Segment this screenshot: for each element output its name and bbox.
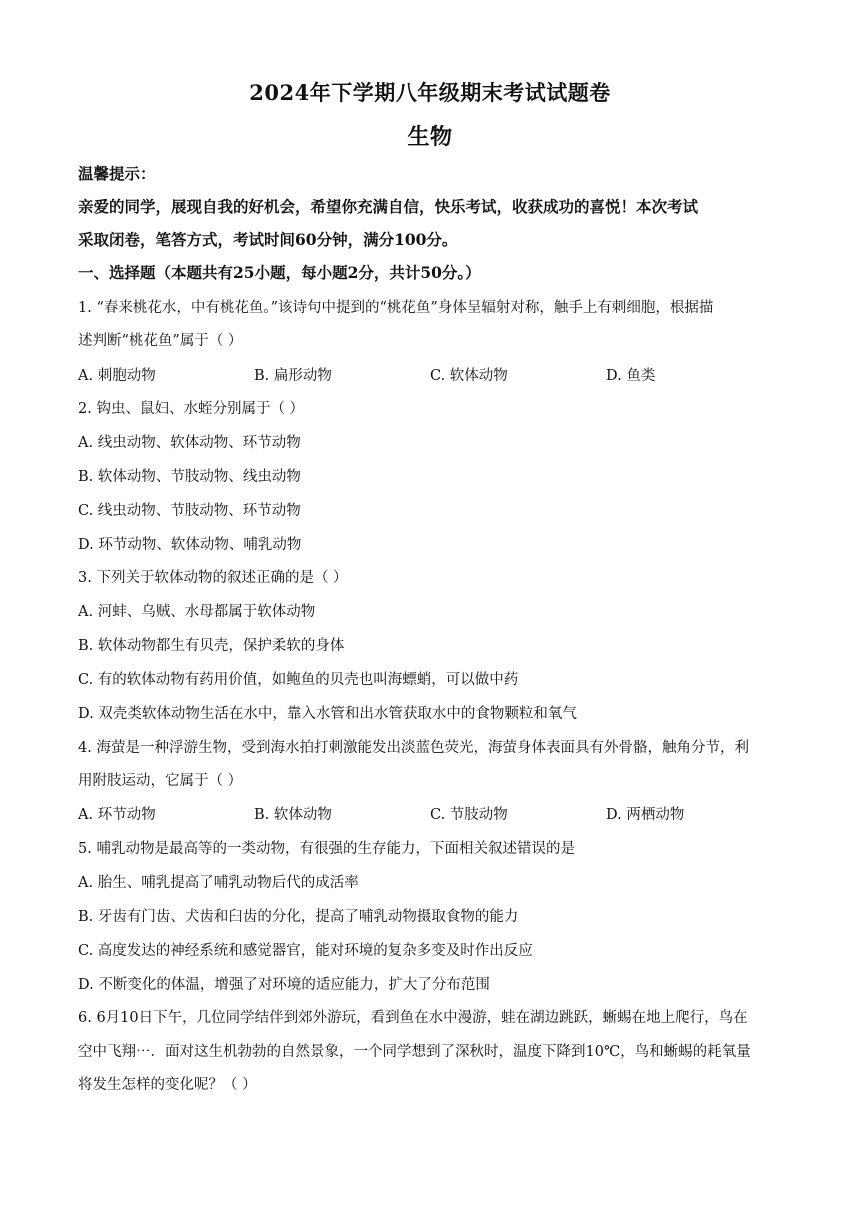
q4-option-b[interactable]: B. 软体动物 bbox=[254, 807, 332, 823]
q6-stem-line-1: 6. 6月10日下午，几位同学结伴到郊外游玩，看到鱼在水中漫游，蛙在湖边跳跃，蜥蜴在地上爬行，鸟在 bbox=[78, 1010, 748, 1026]
q3-option-c[interactable]: C. 有的软体动物有药用价值，如鲍鱼的贝壳也叫海螵蛸，可以做中药 bbox=[78, 672, 519, 688]
q3-stem: 3. 下列关于软体动物的叙述正确的是（ ） bbox=[78, 570, 348, 586]
q6-stem-line-2: 空中飞翔⋯．面对这生机勃勃的自然景象，一个同学想到了深秋时，温度下降到10℃，鸟和蜥蜴的耗氧量 bbox=[78, 1044, 751, 1060]
q5-option-d[interactable]: D. 不断变化的体温，增强了对环境的适应能力，扩大了分布范围 bbox=[78, 977, 490, 993]
section-heading: 一、选择题（本题共有25小题，每小题2分，共计50分。） bbox=[78, 263, 481, 282]
tips-label: 温馨提示： bbox=[78, 164, 156, 183]
q5-option-c[interactable]: C. 高度发达的神经系统和感觉器官，能对环境的复杂多变及时作出反应 bbox=[78, 943, 533, 959]
q3-option-b[interactable]: B. 软体动物都生有贝壳，保护柔软的身体 bbox=[78, 638, 345, 654]
q2-option-c[interactable]: C. 线虫动物、节肢动物、环节动物 bbox=[78, 503, 301, 519]
q1-stem-line-1: 1. “春来桃花水，中有桃花鱼。”该诗句中提到的“桃花鱼”身体呈辐射对称，触手上有刺细胞，根据描 bbox=[78, 300, 714, 316]
tips-line-2: 采取闭卷，笔答方式，考试时间60分钟，满分100分。 bbox=[78, 230, 458, 249]
q5-option-b[interactable]: B. 牙齿有门齿、犬齿和臼齿的分化，提高了哺乳动物摄取食物的能力 bbox=[78, 909, 519, 925]
q3-option-a[interactable]: A. 河蚌、乌贼、水母都属于软体动物 bbox=[78, 604, 316, 620]
tips-line-1: 亲爱的同学，展现自我的好机会，希望你充满自信，快乐考试，收获成功的喜悦！本次考试 bbox=[78, 197, 699, 216]
q1-stem-line-2: 述判断“桃花鱼”属于（ ） bbox=[78, 333, 243, 349]
q5-option-a[interactable]: A. 胎生、哺乳提高了哺乳动物后代的成活率 bbox=[78, 875, 359, 891]
q6-stem-line-3: 将发生怎样的变化呢？（ ） bbox=[78, 1077, 257, 1093]
q2-stem: 2. 钩虫、鼠妇、水蛭分别属于（ ） bbox=[78, 401, 305, 417]
q1-option-a[interactable]: A. 刺胞动物 bbox=[78, 368, 156, 384]
q4-option-a[interactable]: A. 环节动物 bbox=[78, 807, 156, 823]
exam-title: 2024年下学期八年级期末考试试题卷 bbox=[249, 80, 611, 105]
q4-stem-line-1: 4. 海萤是一种浮游生物，受到海水拍打刺激能发出淡蓝色荧光，海萤身体表面具有外骨骼，触角分节，利 bbox=[78, 740, 749, 756]
q1-option-c[interactable]: C. 软体动物 bbox=[430, 368, 508, 384]
q2-option-a[interactable]: A. 线虫动物、软体动物、环节动物 bbox=[78, 435, 301, 451]
q1-option-d[interactable]: D. 鱼类 bbox=[606, 368, 656, 384]
q4-option-c[interactable]: C. 节肢动物 bbox=[430, 807, 508, 823]
q2-option-d[interactable]: D. 环节动物、软体动物、哺乳动物 bbox=[78, 537, 302, 553]
q5-stem: 5. 哺乳动物是最高等的一类动物，有很强的生存能力，下面相关叙述错误的是 bbox=[78, 841, 575, 857]
q3-option-d[interactable]: D. 双壳类软体动物生活在水中，靠入水管和出水管获取水中的食物颗粒和氧气 bbox=[78, 706, 577, 722]
subject-title: 生物 bbox=[407, 124, 453, 150]
q4-stem-line-2: 用附肢运动，它属于（ ） bbox=[78, 773, 243, 789]
q4-option-d[interactable]: D. 两栖动物 bbox=[606, 807, 685, 823]
q2-option-b[interactable]: B. 软体动物、节肢动物、线虫动物 bbox=[78, 469, 301, 485]
q1-option-b[interactable]: B. 扁形动物 bbox=[254, 368, 332, 384]
